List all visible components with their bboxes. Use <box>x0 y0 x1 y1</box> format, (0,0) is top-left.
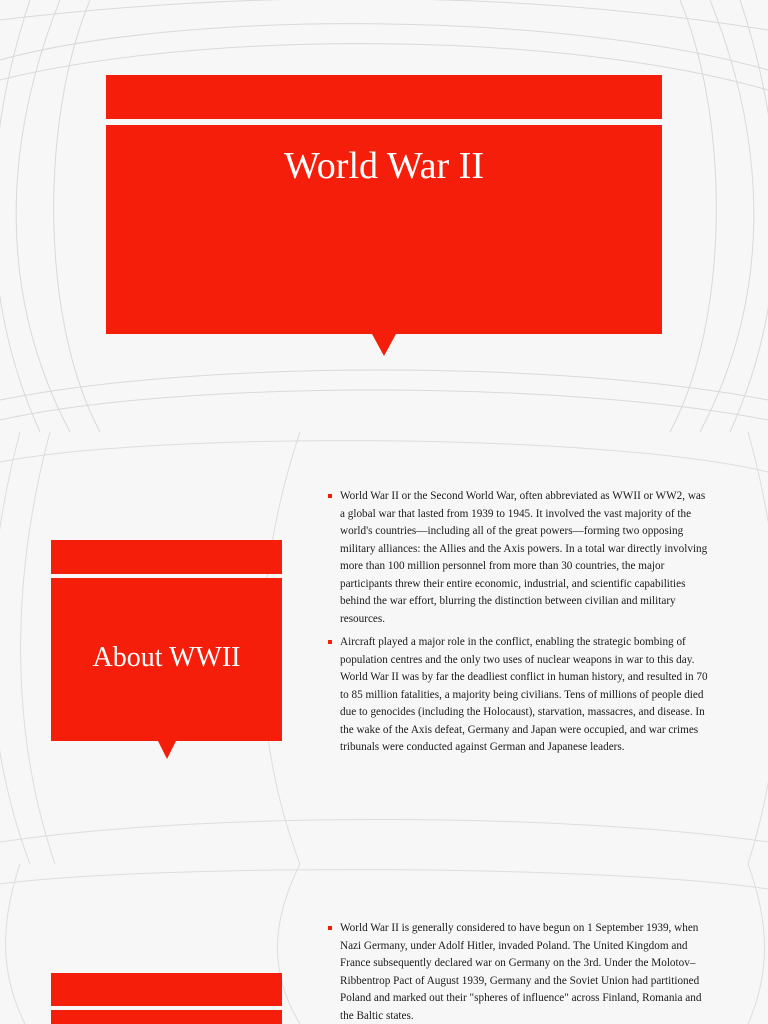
section-box <box>51 1010 282 1024</box>
section-top-bar <box>51 973 282 1006</box>
bullet-list <box>328 920 712 1024</box>
list-item <box>328 634 712 757</box>
bullet-list <box>328 488 712 763</box>
bullet-marker <box>328 640 332 644</box>
section-box-pointer <box>158 741 176 759</box>
bullet-marker <box>328 926 332 930</box>
section-title: About WWII <box>92 642 241 673</box>
list-item <box>328 488 712 628</box>
section-top-bar <box>51 540 282 574</box>
bullet-marker <box>328 494 332 498</box>
title-box-pointer <box>372 334 396 356</box>
bullet-text: World War II or the Second World War, often abbreviated as WWII or WW2, was a global war that lasted from 1939 to 1945. It involved the vast majority of the world's countries—including all of the great powers—forming two opposing military alliances: the Allies and the Axis powers. In a total war directly involving more than 100 million personnel from more than 30 countries, the major participants threw their entire economic, industrial, and scientific capabilities behind the war effort, blurring the distinction between civilian and military resources. <box>340 490 708 625</box>
list-item <box>328 920 712 1024</box>
slide-title <box>0 0 768 432</box>
slide-beginning <box>0 864 768 1024</box>
slide-title-text: World War II <box>283 145 484 187</box>
bullet-text: Aircraft played a major role in the conflict, enabling the strategic bombing of population centres and the only two uses of nuclear weapons in war to this day. World War II was by far the deadliest conflict in human history, and resulted in 70 to 85 million fatalities, a majority being civilians. Tens of millions of people died due to genocides (including the Holocaust), starvation, massacres, and disease. In the wake of the Axis defeat, Germany and Japan were occupied, and war crimes tribunals were conducted against German and Japanese leaders. <box>340 636 708 753</box>
slide-about <box>0 432 768 864</box>
bullet-text: World War II is generally considered to have begun on 1 September 1939, when Nazi Germany, under Adolf Hitler, invaded Poland. The United Kingdom and France subsequently declared war on Germany on the 3rd. Under the Molotov–Ribbentrop Pact of August 1939, Germany and the Soviet Union had partitioned Poland and marked out their "spheres of influence" across Finland, Romania and the Baltic states. <box>340 922 702 1022</box>
title-top-bar <box>106 75 662 119</box>
